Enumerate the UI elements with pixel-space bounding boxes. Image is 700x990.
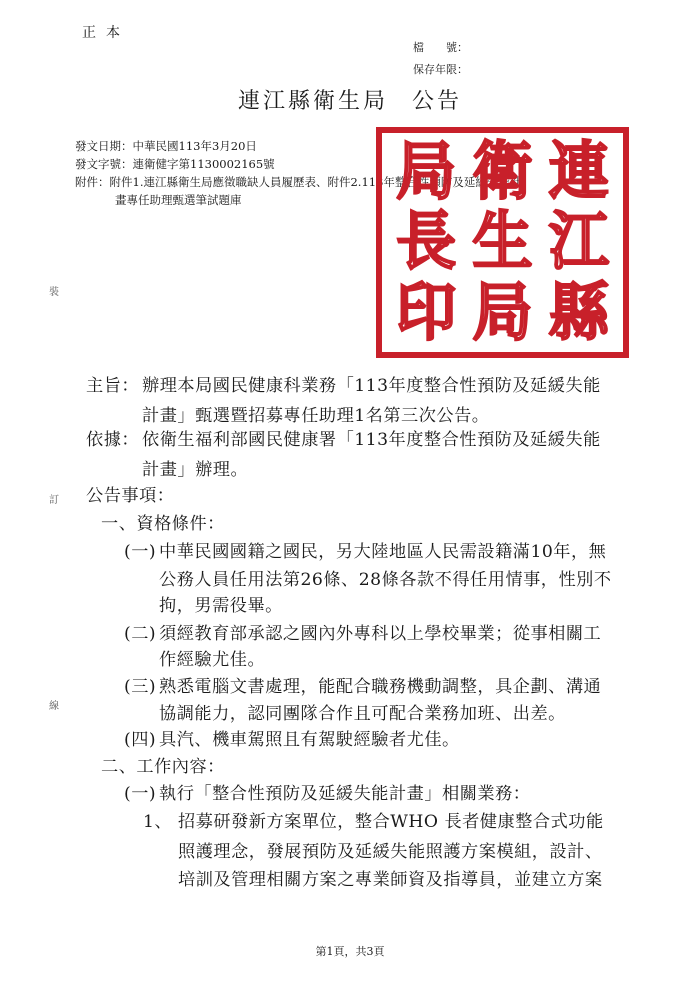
sec2-sub-1-line-3: 培訓及管理相關方案之專業師資及指導員，並建立方案 — [178, 870, 603, 890]
attachment-line-1: 附件：附件1.連江縣衛生局應徵職缺人員履歷表、附件2.113年整合性預防及延緩失能計 — [75, 175, 522, 189]
sec1-item-4-number: (四) — [124, 730, 157, 750]
basis-line-1: 依衛生福利部國民健康署「113年度整合性預防及延緩失能 — [142, 430, 601, 450]
dispatch-number: 發文字號：連衛健字第1130002165號 — [75, 157, 275, 171]
sec1-item-4-line-1: 具汽、機車駕照且有駕駛經驗者尤佳。 — [159, 730, 460, 750]
seal-character: 生 — [472, 205, 533, 280]
seal-character: 印 — [396, 276, 457, 350]
sec1-item-3-line-1: 熟悉電腦文書處理，能配合職務機動調整，具企劃、溝通 — [159, 677, 602, 697]
sec1-item-3-line-2: 協調能力，認同團隊合作且可配合業務加班、出差。 — [159, 704, 566, 724]
official-seal — [376, 127, 629, 358]
attachment-line-2: 畫專任助理甄選筆試題庫 — [115, 193, 242, 207]
page-number: 第1頁，共3頁 — [315, 945, 385, 958]
sec2-sub-1-line-1: 招募研發新方案單位，整合WHO 長者健康整合式功能 — [178, 812, 604, 832]
binding-mark-zhuang: 裝 — [49, 287, 59, 298]
seal-character: 局 — [396, 135, 457, 209]
notice-heading: 公告事項： — [86, 486, 175, 506]
sec1-item-1-number: (一) — [124, 542, 157, 562]
document-type: 公告 — [412, 89, 463, 114]
sec2-item-1-number: (一) — [124, 784, 157, 804]
basis-line-2: 計畫」辦理。 — [142, 460, 249, 480]
seal-character: 江 — [548, 205, 609, 280]
seal-character: 衛 — [472, 135, 533, 209]
section-1-heading: 一、資格條件： — [101, 514, 225, 534]
subject-line-2: 計畫」甄選暨招募專任助理1名第三次公告。 — [142, 406, 490, 426]
sec2-sub-1-number: 1、 — [143, 812, 173, 832]
sec1-item-1-line-2: 公務人員任用法第26條、28條各款不得任用情事，性別不 — [159, 570, 612, 590]
sec1-item-1-line-1: 中華民國國籍之國民，另大陸地區人民需設籍滿10年，無 — [159, 542, 607, 562]
sec2-item-1-text: 執行「整合性預防及延緩失能計畫」相關業務： — [159, 784, 531, 804]
seal-character: 連 — [548, 135, 609, 209]
sec1-item-2-number: (二) — [124, 624, 157, 644]
sec1-item-3-number: (三) — [124, 677, 157, 697]
subject-line-1: 辦理本局國民健康科業務「113年度整合性預防及延緩失能 — [142, 376, 601, 396]
seal-character: 局 — [472, 276, 533, 350]
binding-mark-xian: 線 — [49, 701, 59, 712]
file-number-label: 檔 號： — [413, 41, 468, 54]
sec1-item-1-line-3: 拘，男需役畢。 — [159, 596, 283, 616]
basis-label: 依據： — [86, 430, 140, 450]
seal-character: 縣 — [548, 276, 609, 350]
sec1-item-2-line-1: 須經教育部承認之國內外專科以上學校畢業；從事相關工 — [159, 624, 602, 644]
subject-label: 主旨： — [86, 376, 140, 396]
retention-period-label: 保存年限： — [413, 63, 468, 76]
seal-character: 長 — [396, 205, 457, 280]
copy-mark: 正本 — [82, 25, 130, 41]
sec1-item-2-line-2: 作經驗尤佳。 — [159, 650, 266, 670]
agency-name: 連江縣衛生局 — [237, 89, 388, 114]
binding-mark-ding: 訂 — [49, 495, 59, 506]
section-2-heading: 二、工作內容： — [101, 757, 225, 777]
document-title — [0, 84, 700, 115]
dispatch-date: 發文日期：中華民國113年3月20日 — [75, 139, 257, 153]
sec2-sub-1-line-2: 照護理念，發展預防及延緩失能照護方案模組，設計、 — [178, 842, 603, 862]
